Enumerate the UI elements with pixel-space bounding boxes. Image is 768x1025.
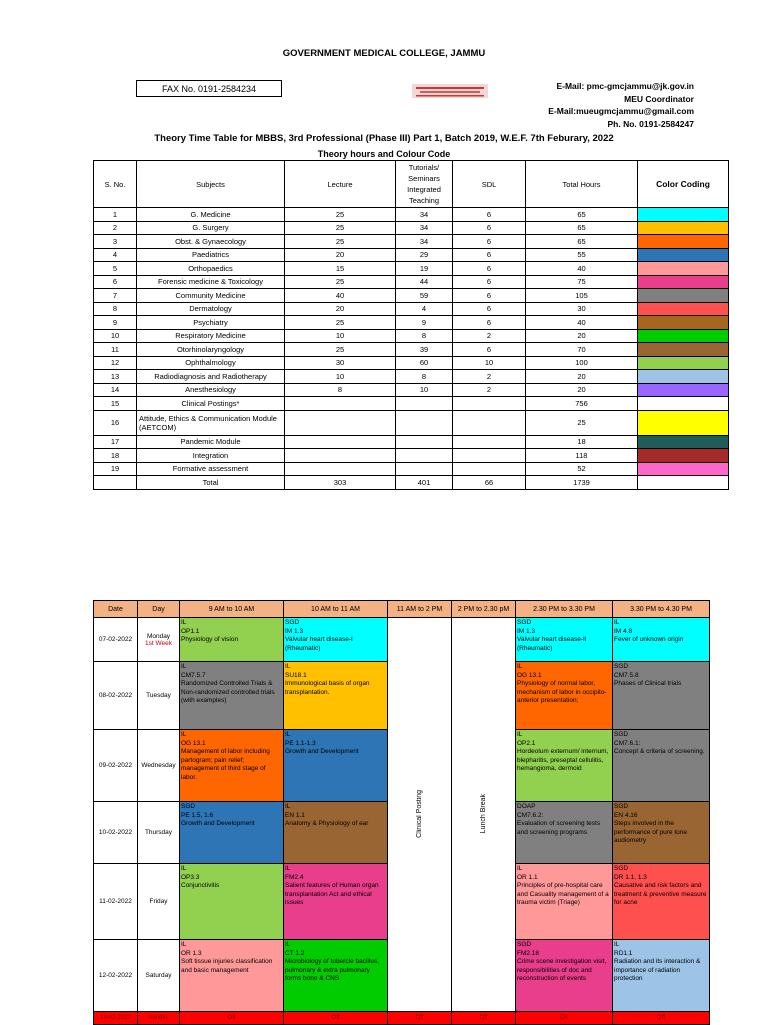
color-swatch bbox=[638, 275, 729, 289]
cell-tut: 8 bbox=[396, 329, 453, 343]
color-swatch bbox=[638, 302, 729, 316]
cell-lecture: 25 bbox=[285, 235, 396, 249]
total-cell: 303 bbox=[285, 476, 396, 490]
cell-total: 100 bbox=[526, 356, 638, 370]
cell-total: 105 bbox=[526, 289, 638, 303]
cell-subject: Anesthesiology bbox=[137, 383, 285, 397]
col-header: Lecture bbox=[285, 161, 396, 208]
cell-subject: Psychiatry bbox=[137, 316, 285, 330]
color-swatch bbox=[638, 356, 729, 370]
cell-sdl: 6 bbox=[453, 343, 526, 357]
cell-tut bbox=[396, 397, 453, 411]
cell-total: 20 bbox=[526, 329, 638, 343]
color-swatch bbox=[638, 383, 729, 397]
contact-info bbox=[548, 80, 694, 130]
col-header: Tutorials/ Seminars Integrated Teaching bbox=[396, 161, 453, 208]
session-cell bbox=[516, 662, 613, 730]
cell-sno: 3 bbox=[94, 235, 137, 249]
total-row bbox=[94, 476, 729, 490]
session-cell bbox=[180, 802, 284, 864]
session-text: SGD IM 1.3 Valvular heart disease-II (Rheumatic) bbox=[517, 619, 587, 652]
cell-subject: G. Medicine bbox=[137, 208, 285, 222]
cell-sno: 15 bbox=[94, 397, 137, 411]
cell-tut bbox=[396, 449, 453, 463]
subject-row bbox=[94, 221, 729, 235]
cell-sdl bbox=[453, 449, 526, 463]
date-cell: 12-02-2022 bbox=[94, 940, 138, 1012]
color-swatch bbox=[638, 208, 729, 222]
cell-sno: 10 bbox=[94, 329, 137, 343]
cell-sno: 11 bbox=[94, 343, 137, 357]
cell-sdl: 2 bbox=[453, 383, 526, 397]
cell-total: 756 bbox=[526, 397, 638, 411]
clinical-posting-label: Clinical Posting bbox=[416, 789, 423, 838]
fax-box: FAX No. 0191-2584234 bbox=[136, 80, 282, 97]
cell-total: 65 bbox=[526, 235, 638, 249]
color-swatch bbox=[638, 435, 729, 449]
session-text: IL OP3.3 Conjunctivitis bbox=[181, 865, 220, 889]
col-header: Total Hours bbox=[526, 161, 638, 208]
contact-email-1: E-Mail: pmc-gmcjammu@jk.gov.in bbox=[556, 81, 694, 91]
total-cell bbox=[94, 476, 137, 490]
color-swatch bbox=[638, 410, 729, 435]
col-header: 3.30 PM to 4.30 PM bbox=[613, 601, 710, 618]
col-header: Day bbox=[138, 601, 180, 618]
weekly-timetable bbox=[93, 600, 710, 1025]
session-cell bbox=[180, 730, 284, 802]
contact-email-2: E-Mail:mueugmcjammu@gmail.com bbox=[548, 106, 694, 116]
cell-sdl: 6 bbox=[453, 316, 526, 330]
subject-row bbox=[94, 235, 729, 249]
cell-tut: 34 bbox=[396, 235, 453, 249]
cell-lecture: 10 bbox=[285, 329, 396, 343]
cell-sdl bbox=[453, 462, 526, 476]
cell-total: 55 bbox=[526, 248, 638, 262]
cell-tut bbox=[396, 435, 453, 449]
session-text: IL OP1.1 Physiology of vision bbox=[181, 619, 239, 643]
cell-tut: 19 bbox=[396, 262, 453, 276]
subject-row bbox=[94, 329, 729, 343]
session-text: IL PE 1.1-1.3 Growth and Development bbox=[285, 731, 359, 755]
cell-total: 40 bbox=[526, 316, 638, 330]
session-text: IL EN 1.1 Anatomy & Physiology of ear bbox=[285, 803, 369, 827]
subject-row bbox=[94, 449, 729, 463]
subject-row bbox=[94, 356, 729, 370]
cell-subject: Pandemic Module bbox=[137, 435, 285, 449]
session-cell bbox=[516, 864, 613, 940]
cell-sdl: 6 bbox=[453, 262, 526, 276]
session-text: DOAP CM7.6.2: Evaluation of screening tests and screening programs bbox=[517, 803, 601, 836]
off-cell: Off bbox=[613, 1012, 710, 1025]
cell-sno: 19 bbox=[94, 462, 137, 476]
day-cell bbox=[138, 864, 180, 940]
cell-subject: Formative assessment bbox=[137, 462, 285, 476]
subject-row bbox=[94, 289, 729, 303]
session-cell bbox=[613, 864, 710, 940]
session-cell bbox=[180, 618, 284, 662]
subtable-title: Theory hours and Colour Code bbox=[317, 149, 451, 159]
session-text: IL RD1.1 Radiation and its interaction & importance of radiation protection bbox=[614, 941, 701, 982]
session-text: SGD DR 1.1, 1.3 Causative and risk factors and treatment & preventive measure for acne bbox=[614, 865, 707, 906]
total-cell: 401 bbox=[396, 476, 453, 490]
session-cell bbox=[613, 618, 710, 662]
lunch-break-cell bbox=[452, 618, 516, 1012]
session-cell bbox=[180, 940, 284, 1012]
day-name: Saturday bbox=[145, 972, 172, 979]
cell-lecture bbox=[285, 397, 396, 411]
total-cell bbox=[638, 476, 729, 490]
session-text: IL OG 13.1 Management of labor including partogram; pain relief; management of third stage of labor. bbox=[181, 731, 270, 781]
day-cell bbox=[138, 940, 180, 1012]
session-text: IL FM2.4 Salient features of Human organ transplantation Act and ethical issues bbox=[285, 865, 379, 906]
cell-sdl: 6 bbox=[453, 235, 526, 249]
cell-sno: 13 bbox=[94, 370, 137, 384]
off-cell: Off bbox=[388, 1012, 452, 1025]
col-header: SDL bbox=[453, 161, 526, 208]
cell-sno: 12 bbox=[94, 356, 137, 370]
day-name: Tuesday bbox=[146, 692, 171, 699]
cell-total: 40 bbox=[526, 262, 638, 276]
cell-tut: 29 bbox=[396, 248, 453, 262]
cell-total: 65 bbox=[526, 208, 638, 222]
day-name: Friday bbox=[149, 898, 168, 905]
session-text: SGD EN 4.16 Steps involved in the performance of pure tone audiometry bbox=[614, 803, 687, 844]
session-cell bbox=[516, 802, 613, 864]
session-cell bbox=[284, 662, 388, 730]
sunday-off-row bbox=[94, 1012, 710, 1025]
cell-sdl: 10 bbox=[453, 356, 526, 370]
color-swatch bbox=[638, 449, 729, 463]
day-cell bbox=[138, 730, 180, 802]
cell-total: 118 bbox=[526, 449, 638, 463]
cell-sdl: 6 bbox=[453, 221, 526, 235]
cell-subject: Paediatrics bbox=[137, 248, 285, 262]
session-text: IL OP2.1 Hordeolum externum/ internum, blepharitis, preseptal cellulitis, hemangioma, dermoid bbox=[517, 731, 609, 772]
clinical-posting-cell bbox=[388, 618, 452, 1012]
off-cell: Sunday bbox=[138, 1012, 180, 1025]
col-header: S. No. bbox=[94, 161, 137, 208]
total-cell: 1739 bbox=[526, 476, 638, 490]
session-cell bbox=[516, 730, 613, 802]
color-swatch bbox=[638, 316, 729, 330]
col-header: 2 PM to 2.30 pM bbox=[452, 601, 516, 618]
cell-tut bbox=[396, 462, 453, 476]
cell-total: 52 bbox=[526, 462, 638, 476]
cell-subject: Community Medicine bbox=[137, 289, 285, 303]
cell-lecture: 25 bbox=[285, 275, 396, 289]
cell-lecture: 20 bbox=[285, 302, 396, 316]
color-swatch bbox=[638, 289, 729, 303]
cell-sno: 16 bbox=[94, 410, 137, 435]
col-header: 9 AM to 10 AM bbox=[180, 601, 284, 618]
subject-row bbox=[94, 262, 729, 276]
subject-row bbox=[94, 248, 729, 262]
cell-tut: 39 bbox=[396, 343, 453, 357]
off-cell: 13-02-2022 bbox=[94, 1012, 138, 1025]
session-cell bbox=[284, 864, 388, 940]
cell-lecture bbox=[285, 410, 396, 435]
subject-row bbox=[94, 435, 729, 449]
off-cell: Off bbox=[452, 1012, 516, 1025]
cell-total: 65 bbox=[526, 221, 638, 235]
col-header: Color Coding bbox=[638, 161, 729, 208]
cell-total: 20 bbox=[526, 383, 638, 397]
session-cell bbox=[613, 802, 710, 864]
cell-total: 25 bbox=[526, 410, 638, 435]
subject-row bbox=[94, 343, 729, 357]
cell-lecture: 25 bbox=[285, 221, 396, 235]
cell-tut: 59 bbox=[396, 289, 453, 303]
off-cell: Off bbox=[180, 1012, 284, 1025]
cell-sdl bbox=[453, 410, 526, 435]
cell-sno: 18 bbox=[94, 449, 137, 463]
week-note: 1st Week bbox=[145, 639, 172, 647]
subject-row bbox=[94, 397, 729, 411]
day-cell bbox=[138, 662, 180, 730]
total-cell: Total bbox=[137, 476, 285, 490]
cell-tut: 4 bbox=[396, 302, 453, 316]
cell-sno: 8 bbox=[94, 302, 137, 316]
session-cell bbox=[180, 662, 284, 730]
subject-row bbox=[94, 462, 729, 476]
cell-sno: 6 bbox=[94, 275, 137, 289]
session-cell bbox=[516, 940, 613, 1012]
cell-tut: 34 bbox=[396, 221, 453, 235]
cell-subject: Respiratory Medicine bbox=[137, 329, 285, 343]
subject-row bbox=[94, 410, 729, 435]
col-header: Subjects bbox=[137, 161, 285, 208]
color-swatch bbox=[638, 235, 729, 249]
cell-subject: Forensic medicine & Toxicology bbox=[137, 275, 285, 289]
cell-subject: G. Surgery bbox=[137, 221, 285, 235]
cell-lecture: 25 bbox=[285, 316, 396, 330]
subject-row bbox=[94, 275, 729, 289]
session-text: SGD CM7.6.1: Concept & criteria of screening. bbox=[614, 731, 705, 755]
session-text: IL OR 1.1 Principles of pre-hospital care and Casuality management of a trauma victim (Triage) bbox=[517, 865, 609, 906]
college-logo bbox=[412, 82, 488, 100]
cell-total: 70 bbox=[526, 343, 638, 357]
session-text: IL OR 1.3 Soft tissue injuries classification and basic management bbox=[181, 941, 273, 974]
cell-tut: 10 bbox=[396, 383, 453, 397]
session-text: SGD CM7.5.8 Phases of Clinical trials bbox=[614, 663, 682, 687]
color-swatch bbox=[638, 329, 729, 343]
day-name: Wednesday bbox=[141, 762, 176, 769]
subject-row bbox=[94, 316, 729, 330]
color-swatch bbox=[638, 221, 729, 235]
color-swatch bbox=[638, 343, 729, 357]
date-cell: 08-02-2022 bbox=[94, 662, 138, 730]
cell-lecture: 40 bbox=[285, 289, 396, 303]
cell-tut: 8 bbox=[396, 370, 453, 384]
cell-subject: Attitude, Ethics & Communication Module (AETCOM) bbox=[137, 410, 285, 435]
cell-subject: Dermatology bbox=[137, 302, 285, 316]
col-header: 2.30 PM to 3.30 PM bbox=[516, 601, 613, 618]
cell-sno: 1 bbox=[94, 208, 137, 222]
cell-tut: 44 bbox=[396, 275, 453, 289]
cell-tut: 34 bbox=[396, 208, 453, 222]
cell-sdl: 6 bbox=[453, 248, 526, 262]
date-cell: 11-02-2022 bbox=[94, 864, 138, 940]
date-cell: 07-02-2022 bbox=[94, 618, 138, 662]
color-swatch bbox=[638, 462, 729, 476]
session-cell bbox=[180, 864, 284, 940]
subject-hours-table bbox=[93, 160, 729, 490]
session-cell bbox=[516, 618, 613, 662]
cell-lecture bbox=[285, 462, 396, 476]
cell-subject: Radiodiagnosis and Radiotherapy bbox=[137, 370, 285, 384]
day-cell bbox=[138, 802, 180, 864]
color-swatch bbox=[638, 370, 729, 384]
session-text: SGD PE 1.5, 1.6 Growth and Development bbox=[181, 803, 255, 827]
cell-sno: 5 bbox=[94, 262, 137, 276]
cell-subject: Orthopaedics bbox=[137, 262, 285, 276]
col-header: 11 AM to 2 PM bbox=[388, 601, 452, 618]
cell-tut: 9 bbox=[396, 316, 453, 330]
subject-table-header bbox=[94, 161, 729, 208]
cell-subject: Obst. & Gynaecology bbox=[137, 235, 285, 249]
cell-lecture: 10 bbox=[285, 370, 396, 384]
week-header bbox=[94, 601, 710, 618]
subject-row bbox=[94, 383, 729, 397]
session-text: SGD IM 1.3 Valvular heart disease-I (Rheumatic) bbox=[285, 619, 353, 652]
cell-total: 75 bbox=[526, 275, 638, 289]
color-swatch bbox=[638, 248, 729, 262]
col-header: Date bbox=[94, 601, 138, 618]
cell-total: 30 bbox=[526, 302, 638, 316]
session-text: SGD FM2.18 Crime scene investigation visit, responsibilities of doc and reconstruction of events bbox=[517, 941, 607, 982]
session-text: IL IM 4.8 Fever of unknown origin bbox=[614, 619, 684, 643]
cell-tut: 60 bbox=[396, 356, 453, 370]
off-cell: Off bbox=[516, 1012, 613, 1025]
session-text: IL CM7.5.7 Randomized Controlled Trials & Non-randomized controlled trials (with examples) bbox=[181, 663, 275, 704]
color-swatch bbox=[638, 262, 729, 276]
cell-sdl bbox=[453, 435, 526, 449]
cell-sdl: 6 bbox=[453, 275, 526, 289]
off-cell: Off bbox=[284, 1012, 388, 1025]
session-cell bbox=[284, 940, 388, 1012]
cell-sno: 4 bbox=[94, 248, 137, 262]
cell-sdl: 6 bbox=[453, 208, 526, 222]
date-cell: 09-02-2022 bbox=[94, 730, 138, 802]
cell-lecture bbox=[285, 435, 396, 449]
cell-lecture: 20 bbox=[285, 248, 396, 262]
cell-subject: Ophthalmology bbox=[137, 356, 285, 370]
col-header: 10 AM to 11 AM bbox=[284, 601, 388, 618]
session-cell bbox=[284, 730, 388, 802]
cell-sno: 2 bbox=[94, 221, 137, 235]
cell-sdl: 2 bbox=[453, 370, 526, 384]
timetable-title: Theory Time Table for MBBS, 3rd Professional (Phase III) Part 1, Batch 2019, W.E.F. 7th Feburary, 2022 bbox=[154, 133, 614, 144]
cell-lecture bbox=[285, 449, 396, 463]
cell-sdl bbox=[453, 397, 526, 411]
cell-lecture: 25 bbox=[285, 343, 396, 357]
subject-row bbox=[94, 370, 729, 384]
session-cell bbox=[284, 618, 388, 662]
cell-lecture: 15 bbox=[285, 262, 396, 276]
session-text: IL SU18.1 Immunological basis of organ transplantation. bbox=[285, 663, 370, 696]
cell-tut bbox=[396, 410, 453, 435]
cell-subject: Integration bbox=[137, 449, 285, 463]
day-name: Thursday bbox=[144, 829, 173, 836]
college-title: GOVERNMENT MEDICAL COLLEGE, JAMMU bbox=[282, 48, 486, 59]
session-cell bbox=[613, 940, 710, 1012]
session-cell bbox=[284, 802, 388, 864]
contact-meu: MEU Coordinator bbox=[624, 93, 694, 104]
session-cell bbox=[613, 730, 710, 802]
total-cell: 66 bbox=[453, 476, 526, 490]
lunch-break-label: Lunch Break bbox=[480, 793, 487, 834]
session-cell bbox=[613, 662, 710, 730]
cell-lecture: 30 bbox=[285, 356, 396, 370]
cell-sno: 14 bbox=[94, 383, 137, 397]
cell-total: 18 bbox=[526, 435, 638, 449]
day-row bbox=[94, 618, 710, 662]
cell-sdl: 6 bbox=[453, 302, 526, 316]
cell-total: 20 bbox=[526, 370, 638, 384]
cell-sdl: 6 bbox=[453, 289, 526, 303]
day-cell bbox=[138, 618, 180, 662]
cell-sno: 17 bbox=[94, 435, 137, 449]
subject-row bbox=[94, 302, 729, 316]
contact-phone: Ph. No. 0191-2584247 bbox=[607, 118, 694, 129]
cell-sno: 7 bbox=[94, 289, 137, 303]
cell-sno: 9 bbox=[94, 316, 137, 330]
cell-lecture: 8 bbox=[285, 383, 396, 397]
session-text: IL CT 1.2 Microbiology of tubercle bacillus, pulmonary & extra pulmonary forms bone & CNS bbox=[285, 941, 379, 982]
cell-subject: Clinical Postings* bbox=[137, 397, 285, 411]
color-swatch bbox=[638, 397, 729, 411]
cell-subject: Otorhinolaryngology bbox=[137, 343, 285, 357]
day-name: Monday bbox=[146, 632, 171, 640]
subject-row bbox=[94, 208, 729, 222]
session-text: IL OG 13.1 Physiology of normal labor, mechanism of labor in occipito-anterior presentation; bbox=[517, 663, 607, 704]
cell-sdl: 2 bbox=[453, 329, 526, 343]
cell-lecture: 25 bbox=[285, 208, 396, 222]
date-cell: 10-02-2022 bbox=[94, 802, 138, 864]
